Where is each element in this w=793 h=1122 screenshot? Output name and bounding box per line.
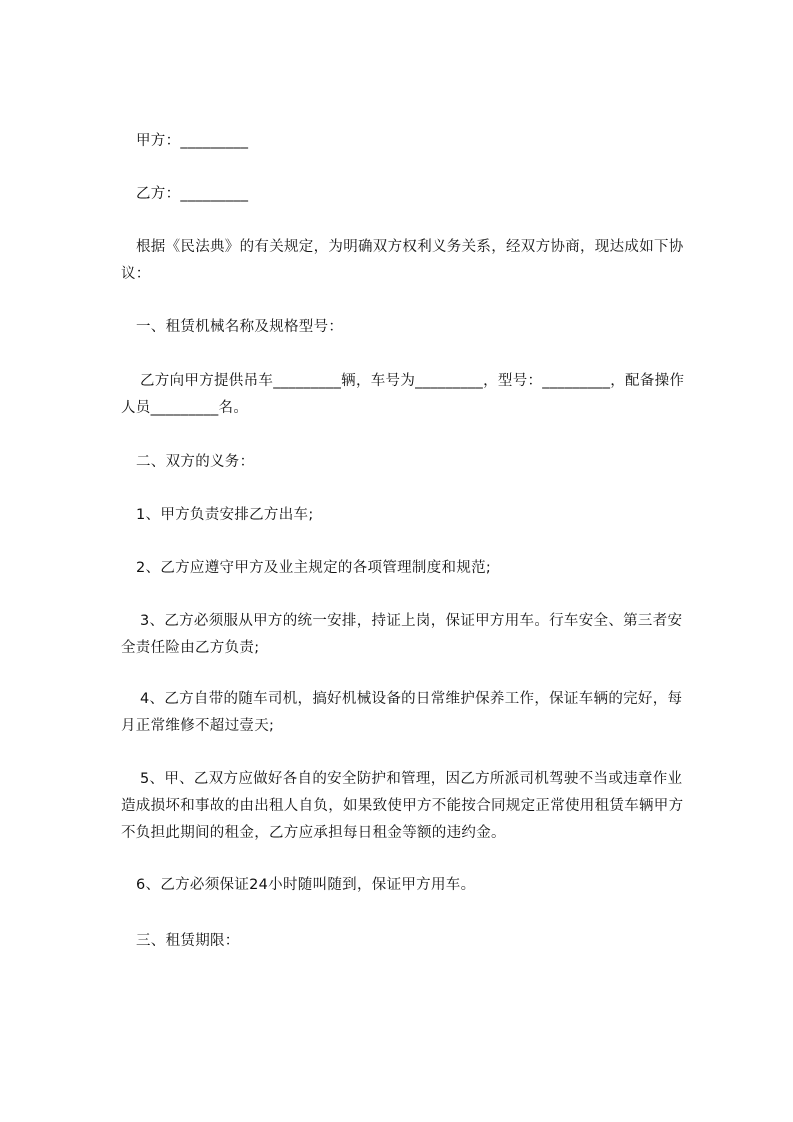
clause-3 [121, 608, 691, 662]
preamble-text: 根据《民法典》的有关规定，为明确双方权利义务关系，经双方协商，现达成如下协议： [121, 239, 684, 282]
party-b-line: 乙方：_________ [136, 186, 249, 202]
section1-body-text: 乙方向甲方提供吊车_________辆，车号为_________，型号：_________，配备操作人员_________名。 [121, 373, 685, 416]
clause-2: 2、乙方应遵守甲方及业主规定的各项管理制度和规范; [136, 560, 492, 576]
clause-6: 6、乙方必须保证24小时随叫随到，保证甲方用车。 [136, 877, 476, 893]
clause-4 [121, 686, 691, 740]
clause-4-text: 4、乙方自带的随车司机，搞好机械设备的日常维护保养工作，保证车辆的完好，每月正常维修不超过壹天; [121, 691, 683, 734]
section1-body [121, 368, 691, 422]
section3-title: 三、租赁期限： [136, 933, 240, 949]
clause-1: 1、甲方负责安排乙方出车; [136, 507, 314, 523]
section1-title: 一、租赁机械名称及规格型号： [136, 319, 344, 335]
clause-5-text: 5、甲、乙双方应做好各自的安全防护和管理，因乙方所派司机驾驶不当或违章作业造成损坏和事故的由出租人自负，如果致使甲方不能按合同规定正常使用租赁车辆甲方不负担此期间的租金，乙方应承担每日租金等额的违约金。 [121, 771, 684, 841]
party-a-line: 甲方：_________ [136, 133, 249, 149]
section2-title: 二、双方的义务： [136, 454, 255, 470]
clause-5 [121, 766, 691, 847]
preamble-paragraph [121, 234, 691, 288]
clause-3-text: 3、乙方必须服从甲方的统一安排，持证上岗，保证甲方用车。行车安全、第三者安全责任险由乙方负责; [121, 613, 683, 656]
